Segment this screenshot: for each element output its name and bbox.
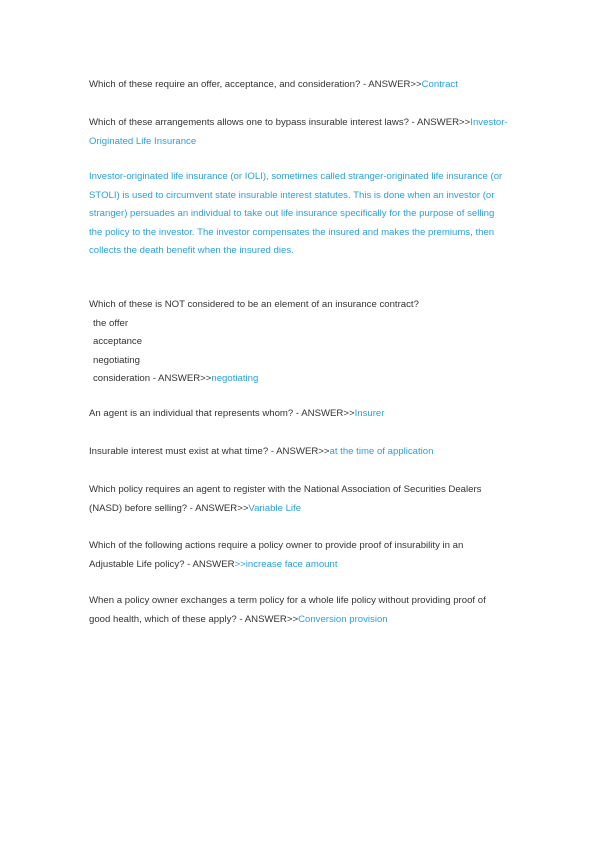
option-item: acceptance bbox=[93, 336, 143, 347]
explanation-paragraph: Investor-originated life insurance (or IOLI), sometimes called stranger-originated life insurance (or STOLI) is used to circumvent state insurable interest statutes. This is done when an investor (or stranger) persuades an individual to take out life insurance specifically for the purpose of selling the policy to the investor. The investor compensates the insured and makes the premiums, then collects the death benefit when the insured dies. bbox=[89, 171, 503, 256]
answer-text: Conversion provision bbox=[298, 613, 388, 625]
answer-text: negotiating bbox=[211, 373, 259, 384]
option-item bbox=[89, 370, 509, 389]
option-item: negotiating bbox=[93, 354, 140, 366]
qa-item-5 bbox=[89, 443, 509, 462]
question-text: Which of the following actions require a policy owner to provide proof of insurability in an Adjustable Life policy? - ANSWER bbox=[89, 540, 464, 570]
question-text: When a policy owner exchanges a term policy for a whole life policy without providing proof of good health, which of these apply? - ANSWER>> bbox=[89, 595, 486, 625]
qa-item-8 bbox=[89, 592, 509, 629]
question-text: Insurable interest must exist at what time? - ANSWER>> bbox=[89, 446, 330, 457]
answer-text: Investor-Originated Life Insurance bbox=[89, 117, 508, 147]
question-text: An agent is an individual that represents whom? - ANSWER>> bbox=[89, 408, 355, 419]
question-text: Which of these is NOT considered to be an element of an insurance contract? bbox=[89, 299, 419, 310]
question-text: Which of these require an offer, acceptance, and consideration? - ANSWER>> bbox=[89, 79, 422, 90]
qa-item-6 bbox=[89, 481, 509, 518]
qa-item-7 bbox=[89, 537, 509, 574]
question-text: Which of these arrangements allows one to bypass insurable interest laws? - ANSWER>> bbox=[89, 117, 471, 128]
question-text: Which policy requires an agent to register with the National Association of Securities Dealers (NASD) before selling? - ANSWER>> bbox=[89, 484, 482, 514]
answer-text: >>increase face amount bbox=[234, 558, 338, 570]
qa-item-2 bbox=[89, 114, 509, 151]
answer-text: at the time of application bbox=[329, 446, 434, 457]
option-text: consideration - ANSWER>> bbox=[93, 373, 212, 384]
answer-text: Variable Life bbox=[248, 502, 302, 514]
qa-item-3 bbox=[89, 296, 509, 389]
qa-item-1 bbox=[89, 76, 509, 95]
option-item: the offer bbox=[93, 317, 129, 329]
answer-text: Contract bbox=[421, 79, 458, 90]
answer-text: Insurer bbox=[354, 408, 385, 419]
qa-item-4 bbox=[89, 405, 509, 424]
